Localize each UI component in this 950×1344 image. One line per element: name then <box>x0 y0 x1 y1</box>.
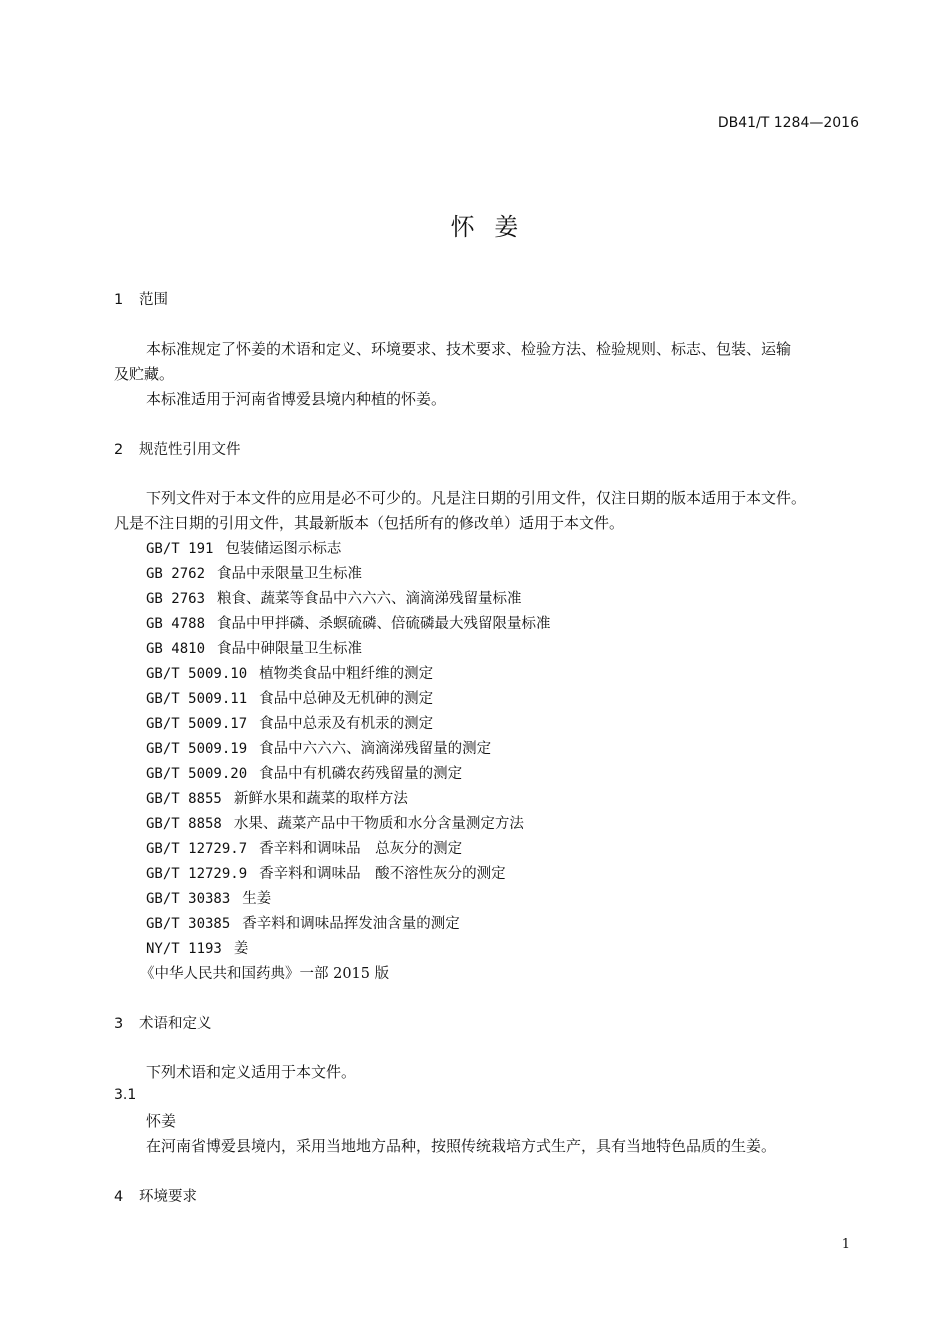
reference-item <box>146 712 433 733</box>
reference-name: 食品中甲拌磷、杀螟硫磷、倍硫磷最大残留限量标准 <box>217 616 551 632</box>
reference-name: 粮食、蔬菜等食品中六六六、滴滴涕残留量标准 <box>217 591 522 607</box>
section-title: 术语和定义 <box>139 1016 212 1032</box>
references-intro-line: 下列文件对于本文件的应用是必不可少的。凡是注日期的引用文件，仅注日期的版本适用于本文件。 <box>146 489 807 507</box>
terms-intro: 下列术语和定义适用于本文件。 <box>146 1063 357 1081</box>
reference-pharmacopoeia: 《中华人民共和国药典》一部 2015 版 <box>140 966 390 982</box>
reference-name: 香辛料和调味品挥发油含量的测定 <box>242 916 460 932</box>
reference-code: GB/T 30385 <box>146 916 231 932</box>
reference-item <box>146 862 506 883</box>
reference-item <box>146 562 362 583</box>
reference-name: 食品中总汞及有机汞的测定 <box>259 716 434 732</box>
reference-name: 香辛料和调味品 总灰分的测定 <box>259 841 463 857</box>
reference-code: GB/T 5009.17 <box>146 716 248 732</box>
section-heading-environment <box>114 1185 197 1206</box>
reference-item <box>146 837 462 858</box>
reference-name: 食品中砷限量卫生标准 <box>217 641 363 657</box>
section-number: 4 <box>114 1189 124 1205</box>
reference-item <box>146 887 271 908</box>
reference-code: GB/T 191 <box>146 541 214 557</box>
reference-code: GB 4810 <box>146 641 206 657</box>
reference-name: 姜 <box>233 941 249 957</box>
term-number: 3.1 <box>114 1087 137 1103</box>
reference-item <box>146 912 460 933</box>
reference-name: 食品中六六六、滴滴涕残留量的测定 <box>259 741 492 757</box>
section-title: 规范性引用文件 <box>139 442 241 458</box>
reference-code: GB/T 8855 <box>146 791 222 807</box>
reference-item <box>146 812 524 833</box>
reference-code: GB 2762 <box>146 566 206 582</box>
reference-code: NY/T 1193 <box>146 941 222 957</box>
reference-code: GB 4788 <box>146 616 206 632</box>
reference-code: GB/T 12729.7 <box>146 841 248 857</box>
document-title: 怀 姜 <box>450 213 525 241</box>
scope-paragraph-line: 本标准规定了怀姜的术语和定义、环境要求、技术要求、检验方法、检验规则、标志、包装、运输 <box>146 340 792 358</box>
reference-code: GB/T 8858 <box>146 816 222 832</box>
reference-item <box>146 612 551 633</box>
section-heading-normative-references <box>114 438 241 459</box>
reference-name: 水果、蔬菜产品中干物质和水分含量测定方法 <box>233 816 524 832</box>
term-definition: 在河南省博爱县境内，采用当地地方品种，按照传统栽培方式生产，具有当地特色品质的生姜。 <box>146 1137 777 1155</box>
reference-code: GB/T 5009.20 <box>146 766 248 782</box>
reference-item <box>146 937 248 958</box>
reference-name: 包装储运图示标志 <box>225 541 342 557</box>
standard-code: DB41/T 1284—2016 <box>717 115 859 131</box>
term-name: 怀姜 <box>146 1112 177 1130</box>
references-intro-line: 凡是不注日期的引用文件，其最新版本（包括所有的修改单）适用于本文件。 <box>114 514 625 532</box>
scope-paragraph-line: 及贮藏。 <box>114 365 175 383</box>
reference-code: GB/T 5009.11 <box>146 691 248 707</box>
reference-item <box>146 737 491 758</box>
reference-item <box>146 637 362 658</box>
reference-code: GB/T 5009.19 <box>146 741 248 757</box>
reference-item <box>146 762 462 783</box>
reference-item <box>146 662 433 683</box>
section-number: 3 <box>114 1016 124 1032</box>
section-number: 1 <box>114 292 124 308</box>
reference-name: 食品中汞限量卫生标准 <box>217 566 363 582</box>
section-title: 范围 <box>139 292 168 308</box>
reference-code: GB 2763 <box>146 591 206 607</box>
reference-name: 食品中总砷及无机砷的测定 <box>259 691 434 707</box>
reference-item <box>146 537 341 558</box>
scope-paragraph: 本标准适用于河南省博爱县境内种植的怀姜。 <box>146 390 447 408</box>
section-heading-scope <box>114 288 168 309</box>
reference-name: 新鲜水果和蔬菜的取样方法 <box>233 791 408 807</box>
section-heading-terms-definitions <box>114 1012 212 1033</box>
reference-item <box>146 587 522 608</box>
reference-name: 香辛料和调味品 酸不溶性灰分的测定 <box>259 866 506 882</box>
section-title: 环境要求 <box>139 1189 197 1205</box>
reference-name: 生姜 <box>242 891 272 907</box>
page-number: 1 <box>841 1237 850 1252</box>
section-number: 2 <box>114 442 124 458</box>
reference-item <box>146 787 408 808</box>
reference-code: GB/T 5009.10 <box>146 666 248 682</box>
reference-name: 植物类食品中粗纤维的测定 <box>259 666 434 682</box>
reference-code: GB/T 30383 <box>146 891 231 907</box>
reference-name: 食品中有机磷农药残留量的测定 <box>259 766 463 782</box>
reference-code: GB/T 12729.9 <box>146 866 248 882</box>
reference-item <box>146 687 433 708</box>
